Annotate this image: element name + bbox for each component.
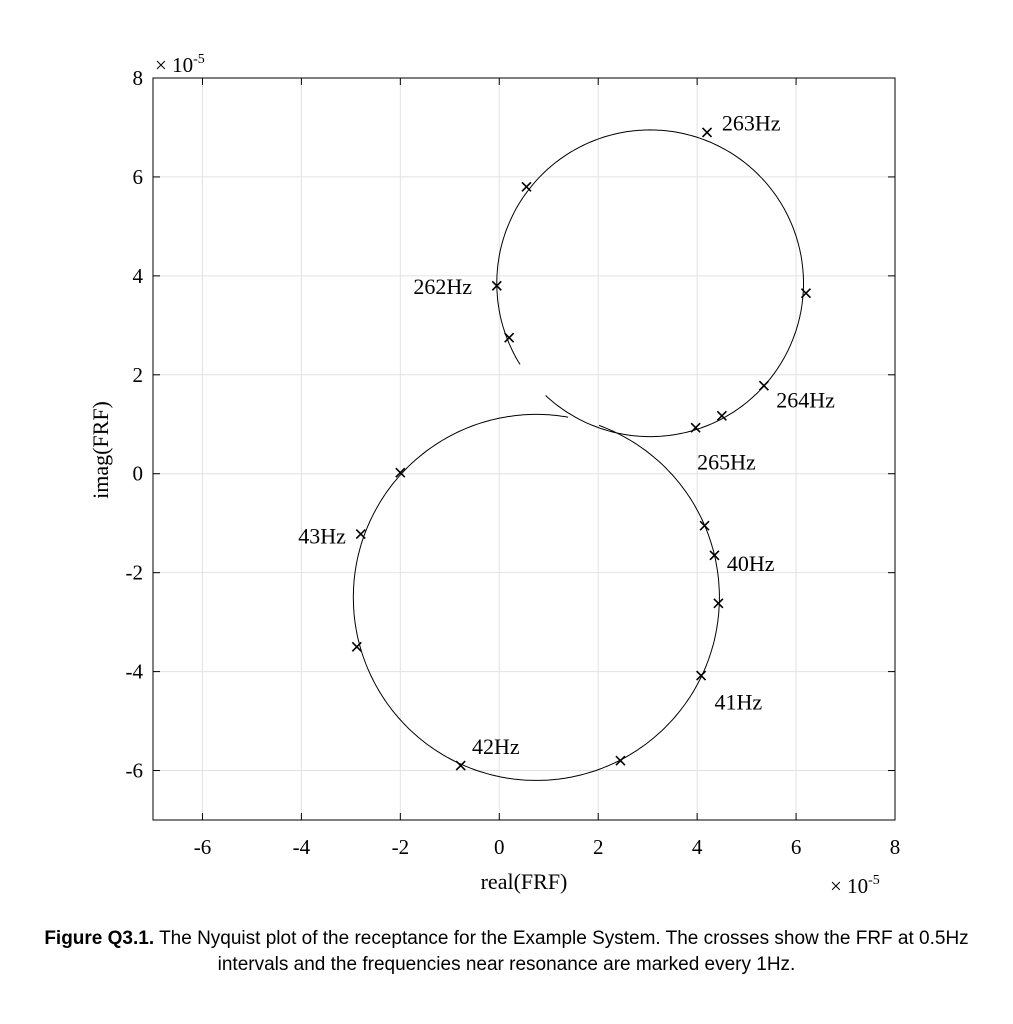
y-tick-label: 6 [132,164,143,189]
frf-marker [522,182,531,191]
frequency-label: 40Hz [726,550,775,576]
frf-marker [700,521,709,530]
y-tick-label: 8 [132,66,143,90]
frequency-label: 264Hz [776,387,835,413]
y-multiplier: × $10^{-5}$ [155,52,205,77]
figure-caption [20,926,993,978]
x-tick-label: -6 [193,835,212,859]
frf-marker [616,756,625,765]
y-tick-label: -6 [125,758,143,783]
frequency-label: 265Hz [697,449,756,475]
caption-text: The Nyquist plot of the receptance for the Example System. The crosses show the FRF at 0.5Hz intervals and the frequencies near resonance are marked every 1Hz. [159,928,969,975]
frf-marker [759,381,768,390]
upper-loop-curve [497,130,804,437]
frequency-label: 263Hz [721,110,781,136]
x-tick-label: 2 [592,835,604,859]
frf-marker [356,530,365,539]
y-tick-label: 4 [132,263,143,288]
y-axis-label: imag(FRF) [88,401,113,499]
caption-label: Figure Q3.1. [44,928,155,949]
frequency-label: 262Hz [413,273,473,299]
y-tick-label: 0 [132,461,143,486]
x-multiplier: × $10^{-5}$ [830,873,880,898]
x-tick-label: 6 [790,835,802,859]
x-tick-label: 0 [494,835,505,859]
x-tick-label: 4 [691,835,703,859]
lower-loop-curve [353,414,719,780]
x-tick-label: -4 [292,835,311,859]
frequency-annotations [298,111,835,759]
frequency-label: 42Hz [472,733,520,759]
y-tick-label: -4 [125,659,143,684]
frequency-label: 41Hz [714,689,763,715]
y-tick-label: 2 [132,362,143,387]
x-tick-label: -2 [391,835,410,859]
frf-marker [691,423,700,432]
y-tick-label: -2 [125,560,143,585]
frf-marker [505,333,514,342]
x-tick-label: 8 [889,835,901,859]
frequency-label: 43Hz [298,523,346,549]
frf-marker [703,128,712,137]
x-axis-label: real(FRF) [480,869,568,894]
frf-marker [714,599,723,608]
frf-marker [710,551,719,560]
frf-marker [697,671,706,680]
